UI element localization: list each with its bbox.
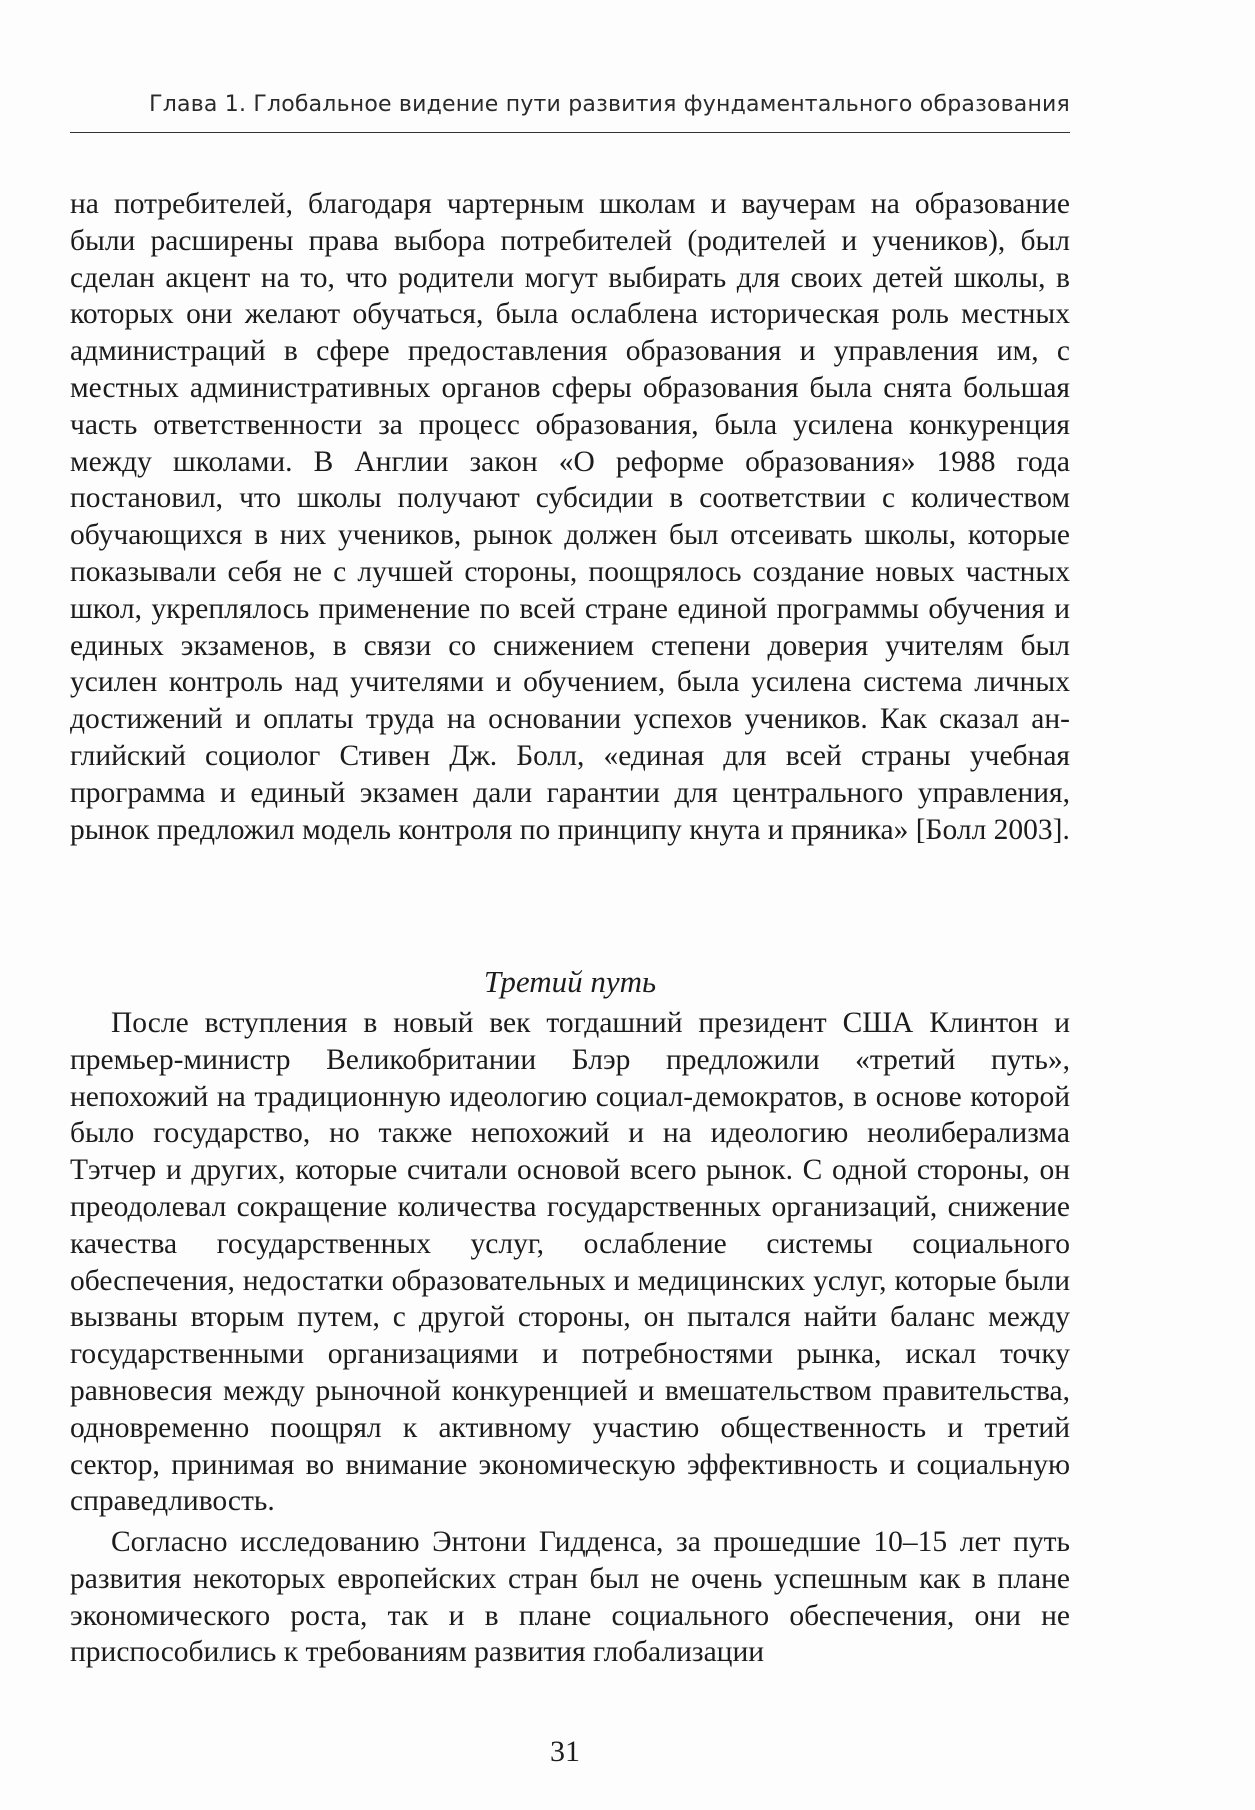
page-number: 31 [550, 1735, 580, 1768]
paragraph-1: на потребителей, благодаря чартерным школам и ваучерам на образование были расширены права выбора потребителей (родителей и учеников), был сделан акцент на то, что родители могут выбирать для своих детей школы, в которых они желают обучаться, была ослаблена историческая роль местных администраций в сфере предоставления образования и управления им, с местных административных органов сферы образования была снята большая часть ответственности за процесс образования, была усилена конкуренция между школами. В Англии закон «О реформе образования» 1988 года постановил, что школы получают субсидии в соответствии с количеством обучающихся в них учеников, рынок должен был отсеивать школы, которые показывали себя не с лучшей стороны, поощрялось создание новых частных школ, укреплялось применение по всей стране единой программы обучения и единых экзаменов, в связи со снижением степени доверия учителям был усилен контроль над учителями и обучением, была усилена система личных достижений и оплаты труда на основании успехов учеников. Как сказал английский социолог Стивен Дж. Болл, «единая для всей страны учебная программа и единый экзамен дали гарантии для центрального управления, рынок предложил модель контроля по принципу кнута и пряника» [Болл 2003]. [70, 188, 1070, 846]
header-rule [70, 132, 1070, 133]
running-header: Глава 1. Глобальное видение пути развития фундаментального образования [149, 92, 1070, 117]
paragraph-2: После вступления в новый век тогдашний президент США Клинтон и премьер-министр Великобритании Блэр предложили «третий путь», непохожий на традиционную идеологию социал-демократов, в основе которой было государство, но также непохожий и на идеологию неолиберализма Тэтчер и других, которые считали основой всего рынок. С одной стороны, он преодолевал сокращение количества государственных организаций, снижение качества государственных услуг, ослабление системы социального обеспечения, недостатки образовательных и медицинских услуг, которые были вызваны вторым путем, с другой стороны, он пытался найти баланс между государственными организациями и потребностями рынка, искал точку равновесия между рыночной конкуренцией и вмешательством правительства, одновременно поощрял к активному участию общественность и третий сектор, принимая во внимание экономическую эффективность и социальную справедливость. [70, 1007, 1070, 1518]
paragraph-2-block [70, 1005, 1070, 1520]
paragraph-1-block [70, 186, 1070, 848]
paragraph-3-block [70, 1524, 1070, 1671]
section-heading: Третий путь [483, 964, 657, 999]
paragraph-3: Согласно исследованию Энтони Гидденса, за прошедшие 10–15 лет путь развития некоторых европейских стран был не очень успешным как в плане экономического роста, так и в плане социального обеспечения, они не приспособились к требованиям развития глобализации [70, 1526, 1070, 1669]
